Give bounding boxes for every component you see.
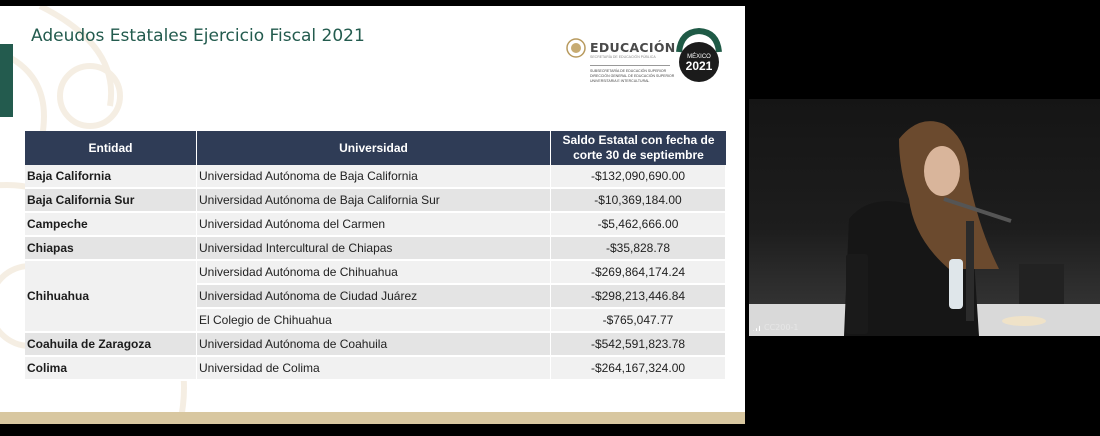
saldo-cell: -$542,591,823.78 — [551, 333, 726, 357]
sep-name: EDUCACIÓN — [590, 40, 676, 55]
universidad-cell: Universidad Intercultural de Chiapas — [197, 237, 551, 261]
saldo-cell: -$132,090,690.00 — [551, 165, 726, 189]
universidad-cell: Universidad Autónoma del Carmen — [197, 213, 551, 237]
entidad-cell: Campeche — [25, 213, 197, 237]
header-entidad: Entidad — [25, 131, 197, 165]
participant-name: CC200-1 — [764, 323, 799, 332]
universidad-cell: Universidad Autónoma de Chihuahua — [197, 261, 551, 285]
table-row — [25, 261, 726, 285]
sep-office-line: SUBSECRETARÍA DE EDUCACIÓN SUPERIOR — [590, 69, 667, 73]
table-row — [25, 333, 726, 357]
saldo-cell: -$765,047.77 — [551, 309, 726, 333]
table-header-row — [25, 131, 726, 165]
header-saldo: Saldo Estatal con fecha de corte 30 de septiembre — [551, 131, 726, 165]
entidad-cell: Chihuahua — [25, 261, 197, 333]
entidad-cell: Coahuila de Zaragoza — [25, 333, 197, 357]
universidad-cell: El Colegio de Chihuahua — [197, 309, 551, 333]
entidad-cell: Colima — [25, 357, 197, 381]
universidad-cell: Universidad Autónoma de Baja California Sur — [197, 189, 551, 213]
saldo-cell: -$35,828.78 — [551, 237, 726, 261]
table-row — [25, 357, 726, 381]
presentation-slide — [0, 6, 745, 424]
accent-bar — [0, 44, 13, 117]
thermos — [846, 254, 868, 334]
signal-bars-icon — [753, 324, 762, 331]
water-bottle — [949, 259, 963, 309]
participant-label — [753, 323, 798, 332]
universidad-cell: Universidad de Colima — [197, 357, 551, 381]
universidad-cell: Universidad Autónoma de Baja California — [197, 165, 551, 189]
bottom-band — [0, 412, 745, 424]
saldo-cell: -$269,864,174.24 — [551, 261, 726, 285]
saldo-cell: -$298,213,446.84 — [551, 285, 726, 309]
chair — [1019, 264, 1064, 304]
eagle-emblem-icon — [566, 38, 586, 58]
sep-tagline: SECRETARÍA DE EDUCACIÓN PÚBLICA — [590, 55, 656, 59]
table-row — [25, 237, 726, 261]
table-row — [25, 213, 726, 237]
divider — [590, 65, 670, 66]
sep-office-line: UNIVERSITARIA E INTERCULTURAL — [590, 79, 650, 83]
saldo-cell: -$10,369,184.00 — [551, 189, 726, 213]
participant-video[interactable] — [749, 99, 1100, 336]
logo-year: 2021 — [685, 59, 713, 73]
sep-office — [590, 69, 674, 84]
entidad-cell: Baja California — [25, 165, 197, 189]
mic-stand — [966, 221, 974, 321]
saldo-cell: -$264,167,324.00 — [551, 357, 726, 381]
mexico-2021-logo — [675, 28, 723, 86]
universidad-cell: Universidad Autónoma de Coahuila — [197, 333, 551, 357]
entidad-cell: Chiapas — [25, 237, 197, 261]
entidad-cell: Baja California Sur — [25, 189, 197, 213]
table-row — [25, 189, 726, 213]
header-universidad: Universidad — [197, 131, 551, 165]
sep-office-line: DIRECCIÓN GENERAL DE EDUCACIÓN SUPERIOR — [590, 74, 675, 78]
video-scene — [749, 99, 1100, 336]
table-row — [25, 165, 726, 189]
saldo-cell: -$5,462,666.00 — [551, 213, 726, 237]
person-face — [924, 146, 960, 196]
debts-table — [25, 131, 726, 381]
logo-word: MÉXICO — [687, 54, 711, 60]
universidad-cell: Universidad Autónoma de Ciudad Juárez — [197, 285, 551, 309]
slide-title: Adeudos Estatales Ejercicio Fiscal 2021 — [31, 26, 365, 46]
plate — [1002, 316, 1046, 326]
